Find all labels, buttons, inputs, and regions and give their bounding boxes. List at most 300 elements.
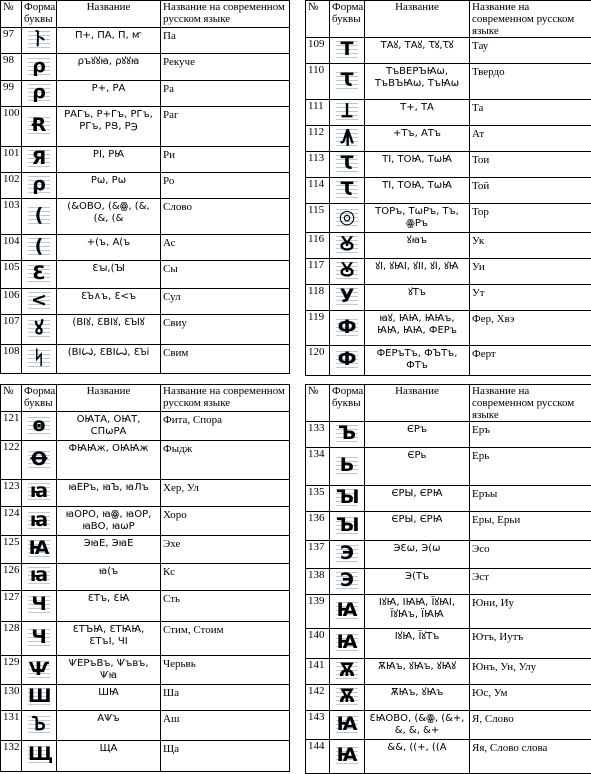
letter-form (22, 54, 57, 81)
letter-form (22, 173, 57, 199)
modern-name: Ри (161, 147, 290, 173)
letter-form (22, 656, 57, 685)
letter-form (330, 569, 365, 595)
row-number: 101 (1, 147, 22, 173)
modern-name: Черьвь (161, 656, 290, 685)
letter-glyph-icon (28, 173, 50, 195)
letter-name: ꙋІ, ꙋꙖІ, ꙋІІ, ꙋІ, ꙋꙖ (365, 259, 470, 285)
letter-glyph: Ѫ (336, 685, 358, 709)
letter-glyph-icon (28, 593, 50, 615)
table-row (1, 506, 290, 535)
row-number: 126 (1, 564, 22, 590)
table-row (306, 204, 591, 233)
row-number: 118 (306, 285, 330, 311)
letter-glyph-icon (336, 126, 358, 148)
row-number: 137 (306, 541, 330, 569)
letter-glyph-icon (336, 713, 358, 735)
header-modern: Название на современном русском языке (161, 1, 290, 28)
letter-glyph: Щ (28, 742, 50, 766)
letter-glyph: Ꚍ (336, 68, 358, 92)
letter-form (330, 64, 365, 100)
row-number: 117 (306, 259, 330, 285)
letter-name: ТІ, ТОꙖ, ТѡꙖ (365, 152, 470, 178)
table-row (1, 345, 290, 374)
letter-glyph: Ꙋ (336, 259, 358, 283)
letter-name: &&, ((+, ((А (365, 740, 470, 774)
table-row (1, 315, 290, 345)
row-number: 99 (1, 81, 22, 107)
row-number: 122 (1, 441, 22, 479)
modern-name: Фита, Спора (161, 412, 290, 441)
letter-name: ԐТъ, ԐꙖ (57, 590, 161, 621)
letter-glyph: Я (28, 147, 50, 171)
letter-glyph: Ꙗ (336, 598, 358, 622)
letter-name: ІꙋꙖ, ЇꙋТъ (365, 629, 470, 659)
table-row (1, 441, 290, 479)
table-row (306, 486, 591, 512)
letter-name: ꙋТъ (365, 285, 470, 311)
letter-glyph: ρ (28, 54, 50, 78)
table-row (1, 235, 290, 261)
table-row (306, 152, 591, 178)
letter-glyph-icon (336, 69, 358, 91)
letter-name: ЭꙗЕ, ЭꙗЕ (57, 536, 161, 564)
modern-name: Эст (470, 569, 591, 595)
letter-glyph-icon (28, 685, 50, 707)
row-number: 125 (1, 536, 22, 564)
letter-glyph: Ч (28, 625, 50, 649)
letter-glyph: Ԑ (28, 261, 50, 285)
table-row (306, 38, 591, 64)
row-number: 121 (1, 412, 22, 441)
table-bottom-right (305, 384, 591, 774)
header-num: № (306, 385, 330, 422)
letter-form (22, 479, 57, 506)
row-number: 102 (1, 173, 22, 199)
row-number: 141 (306, 659, 330, 685)
modern-name: Еръ (470, 422, 591, 448)
header-num: № (306, 1, 330, 38)
letter-form (330, 346, 365, 376)
table-row (1, 54, 290, 81)
letter-glyph-icon (28, 509, 50, 531)
row-number: 111 (306, 100, 330, 126)
row-number: 114 (306, 178, 330, 204)
letter-form (330, 512, 365, 541)
letter-name: РАГъ, Р+Гъ, РГъ, РГъ, РՑ, Р℈ (57, 107, 161, 147)
letter-name: ԐꙎ∧ъ, Ԑ<ъ (57, 289, 161, 315)
row-number: 110 (306, 64, 330, 100)
letter-glyph: Ꙗ (336, 712, 358, 736)
modern-name: Фер, Хвэ (470, 311, 591, 346)
letter-glyph-icon (336, 514, 358, 536)
header-form: Форма буквы (330, 1, 365, 38)
letter-form (330, 233, 365, 259)
letter-glyph: ꙗ (28, 479, 50, 503)
letter-form (22, 740, 57, 771)
letter-name: Т+, ТА (365, 100, 470, 126)
table-top-left (0, 0, 290, 374)
letter-name: РІ, РꙖ (57, 147, 161, 173)
row-number: 136 (306, 512, 330, 541)
header-row (306, 1, 591, 38)
letter-glyph-icon (336, 316, 358, 338)
table-row (1, 289, 290, 315)
modern-name: Свиу (161, 315, 290, 345)
table-bottom-left (0, 384, 290, 772)
table-row (306, 64, 591, 100)
table-row (1, 107, 290, 147)
letter-form (22, 261, 57, 289)
letter-glyph: ꙗ (28, 508, 50, 532)
row-number: 131 (1, 711, 22, 740)
letter-name: ԐꙖОВО, (&ꙮ, (&+, &, &, &+ (365, 711, 470, 740)
letter-name: ЄРЫ, ЄРꙖ (365, 512, 470, 541)
row-number: 98 (1, 54, 22, 81)
modern-name: Стим, Стоим (161, 621, 290, 655)
letter-glyph: Ь (336, 453, 358, 477)
letter-glyph-icon (336, 422, 358, 444)
modern-name: Ферт (470, 346, 591, 376)
letter-name: ЄРЫ, ЄРꙖ (365, 486, 470, 512)
table-row (306, 233, 591, 259)
letter-name: ТОРъ, ТѡРъ, Тъ, ꙮРъ (365, 204, 470, 233)
row-number: 129 (1, 656, 22, 685)
modern-name: Ра (161, 81, 290, 107)
header-num: № (1, 1, 22, 28)
table-top-right (305, 0, 591, 376)
letter-glyph: Ꙋ (336, 233, 358, 257)
letter-glyph-icon (28, 235, 50, 257)
letter-name: ІꙋꙖ, ІꙖꙖ, ЇꙋꙖІ, ЇꙋꙖъ, ЇꙖꙖ (365, 595, 470, 629)
table-row (306, 178, 591, 204)
letter-form (330, 259, 365, 285)
letter-glyph: Ꚍ (336, 152, 358, 176)
table-row (306, 422, 591, 448)
modern-name: Аш (161, 711, 290, 740)
letter-glyph: Э (336, 541, 358, 565)
modern-name: Я, Слово (470, 711, 591, 740)
row-number: 115 (306, 204, 330, 233)
header-form: Форма буквы (330, 385, 365, 422)
letter-glyph: ( (28, 235, 50, 259)
letter-glyph: ꙩ (28, 413, 50, 437)
modern-name: Ро (161, 173, 290, 199)
letter-glyph: Ш (28, 685, 50, 709)
letter-glyph: Ɍ (28, 113, 50, 137)
letter-name: ꙗ(ъ (57, 564, 161, 590)
modern-name: Па (161, 28, 290, 54)
letter-name: ꙗꙋ, ꙖꙖ, ꙖꙖъ, ꙖꙖ, ꙖꙖ, ФЕРъ (365, 311, 470, 346)
letter-glyph-icon (336, 206, 358, 228)
letter-name: ρъꙋꙋꙗ, ρꙋꙋꙗ (57, 54, 161, 81)
letter-glyph-icon (336, 38, 358, 60)
row-number: 105 (1, 261, 22, 289)
table-row (306, 629, 591, 659)
row-number: 128 (1, 621, 22, 655)
letter-name: Ԑꙑ,(Ꙑ (57, 261, 161, 289)
letter-form (330, 178, 365, 204)
header-name: Название (365, 385, 470, 422)
letter-glyph-icon (336, 152, 358, 174)
row-number: 124 (1, 506, 22, 535)
row-number: 116 (306, 233, 330, 259)
modern-name: Ща (161, 740, 290, 771)
row-number: 138 (306, 569, 330, 595)
letter-glyph: Ч (28, 592, 50, 616)
modern-name: Та (470, 100, 591, 126)
letter-name: ѪꙖъ, ꙋꙖъ, ꙋꙖꙋ (365, 659, 470, 685)
table-row (1, 28, 290, 54)
letter-form (22, 621, 57, 655)
letter-glyph: Ф (336, 315, 358, 339)
letter-name: ОꙖТА, ОꙖТ, СПѡРА (57, 412, 161, 441)
table-row (1, 479, 290, 506)
letter-name: ѪꙖъ, ꙋꙖъ (365, 685, 470, 711)
letter-name: ԐТЪꙖ, ԐТꙖꙖ, ԐТъІ, ЧІ (57, 621, 161, 655)
letter-form (330, 204, 365, 233)
letter-name: ШꙖ (57, 685, 161, 711)
letter-form (22, 711, 57, 740)
letter-form (330, 126, 365, 152)
table-row (306, 126, 591, 152)
row-number: 97 (1, 28, 22, 54)
letter-glyph: T (336, 38, 358, 62)
modern-name: Рекуче (161, 54, 290, 81)
modern-name: Кс (161, 564, 290, 590)
table-row (306, 512, 591, 541)
header-form: Форма буквы (22, 1, 57, 28)
letter-form (22, 685, 57, 711)
modern-name: Еры, Ерьи (470, 512, 591, 541)
letter-glyph-icon (28, 347, 50, 369)
letter-glyph-icon (336, 100, 358, 122)
letter-glyph: ( (28, 203, 50, 227)
letter-name: АѰъ (57, 711, 161, 740)
letter-glyph-icon (28, 262, 50, 284)
modern-name: Раг (161, 107, 290, 147)
letter-glyph: Ꙑ (336, 513, 358, 537)
letter-form (22, 28, 57, 54)
header-row (1, 1, 290, 28)
modern-name: Хоро (161, 506, 290, 535)
letter-form (22, 564, 57, 590)
modern-name: Сть (161, 590, 290, 621)
letter-form (22, 147, 57, 173)
letter-glyph-icon (28, 743, 50, 765)
letter-glyph: Ꝋ (28, 447, 50, 471)
table-row (1, 711, 290, 740)
modern-name: Ук (470, 233, 591, 259)
letter-glyph-icon (28, 204, 50, 226)
letter-glyph-icon (336, 285, 358, 307)
table-row (1, 621, 290, 655)
letter-glyph-icon (336, 178, 358, 200)
letter-form (330, 629, 365, 659)
modern-name: Свим (161, 345, 290, 374)
letter-glyph-icon (28, 564, 50, 586)
letter-glyph-icon (28, 414, 50, 436)
row-number: 120 (306, 346, 330, 376)
letter-name: Э(Тъ (365, 569, 470, 595)
letter-form (330, 152, 365, 178)
row-number: 103 (1, 199, 22, 235)
modern-name: Слово (161, 199, 290, 235)
letter-form (22, 412, 57, 441)
letter-form (22, 590, 57, 621)
letter-glyph-icon (336, 233, 358, 255)
modern-name: Ас (161, 235, 290, 261)
letter-name: ФꙖꙖж, ОꙖꙖж (57, 441, 161, 479)
letter-glyph-icon (336, 599, 358, 621)
letter-form (22, 345, 57, 374)
row-number: 139 (306, 595, 330, 629)
letter-glyph: Ꙏ (28, 712, 50, 736)
letter-glyph: У (336, 285, 358, 309)
letter-glyph-icon (28, 480, 50, 502)
letter-glyph-icon (336, 631, 358, 653)
row-number: 123 (1, 479, 22, 506)
letter-glyph-icon (28, 81, 50, 103)
table-row (1, 590, 290, 621)
modern-name: Ут (470, 285, 591, 311)
row-number: 133 (306, 422, 330, 448)
table-row (1, 412, 290, 441)
table-row (1, 564, 290, 590)
table-row (1, 656, 290, 685)
letter-glyph-icon (336, 744, 358, 766)
letter-glyph: Ꙟ (336, 126, 358, 150)
letter-glyph-icon (336, 685, 358, 707)
letter-form (22, 107, 57, 147)
modern-name: Тои (470, 152, 591, 178)
table-row (306, 259, 591, 285)
letter-glyph: ρ (28, 81, 50, 105)
header-row (1, 385, 290, 412)
letter-glyph: Ꙗ (28, 536, 50, 560)
letter-name: ТъВЕРЪꙖѡ, ТъВЪꙖѡ, ТъꙖѡ (365, 64, 470, 100)
letter-name: (ВІꙋ, ԐВІꙋ, ԐꙎІꙋ (57, 315, 161, 345)
modern-name: Твердо (470, 64, 591, 100)
table-row (306, 100, 591, 126)
letter-form (330, 659, 365, 685)
table-row (306, 285, 591, 311)
letter-glyph-icon (28, 114, 50, 136)
modern-name: Юни, Иу (470, 595, 591, 629)
row-number: 113 (306, 152, 330, 178)
letter-form (330, 685, 365, 711)
letter-form (330, 311, 365, 346)
letter-form (330, 285, 365, 311)
header-modern: Название на современном русском языке (470, 385, 591, 422)
letter-form (330, 541, 365, 569)
letter-glyph-icon (28, 448, 50, 470)
letter-glyph: ꙋ (28, 316, 50, 340)
letter-glyph: ρ (28, 173, 50, 197)
letter-glyph: < (28, 289, 50, 313)
row-number: 108 (1, 345, 22, 374)
modern-name: Сы (161, 261, 290, 289)
table-row (306, 595, 591, 629)
letter-form (22, 536, 57, 564)
header-form: Форма буквы (22, 385, 57, 412)
letter-name: (ВІꙌ, ԐВІꙌ, ԐꙎі (57, 345, 161, 374)
letter-name: ꙗЕРъ, ꙗЪ, ꙗЛъ (57, 479, 161, 506)
table-row (306, 569, 591, 595)
letter-glyph: ᛋ (28, 346, 50, 370)
table-row (306, 711, 591, 740)
table-row (1, 261, 290, 289)
header-name: Название (365, 1, 470, 38)
letter-glyph: Ѫ (336, 659, 358, 683)
letter-form (22, 315, 57, 345)
table-row (306, 740, 591, 774)
modern-name: Юнъ, Ун, Улу (470, 659, 591, 685)
letter-name: ꙋꙗъ (365, 233, 470, 259)
row-number: 112 (306, 126, 330, 152)
letter-form (330, 38, 365, 64)
letter-form (330, 740, 365, 774)
modern-name: Ша (161, 685, 290, 711)
letter-glyph-icon (336, 569, 358, 591)
letter-glyph: Ф (336, 347, 358, 371)
letter-glyph-icon (28, 537, 50, 559)
row-number: 132 (1, 740, 22, 771)
modern-name: Той (470, 178, 591, 204)
letter-glyph: ◎ (336, 205, 358, 229)
header-num: № (1, 385, 22, 412)
header-name: Название (57, 385, 161, 412)
header-row (306, 385, 591, 422)
letter-glyph-icon (336, 348, 358, 370)
letter-name: ЄРъ (365, 422, 470, 448)
table-row (1, 173, 290, 199)
letter-form (22, 506, 57, 535)
letter-name: (&ОВО, (&ꙮ, (&, (&, (& (57, 199, 161, 235)
modern-name: Юс, Ум (470, 685, 591, 711)
letter-name: Рѡ, Рѡ (57, 173, 161, 199)
row-number: 107 (1, 315, 22, 345)
row-number: 109 (306, 38, 330, 64)
letter-name: +(ъ, А(ъ (57, 235, 161, 261)
row-number: 100 (1, 107, 22, 147)
modern-name: Тау (470, 38, 591, 64)
table-row (306, 659, 591, 685)
modern-name: Сул (161, 289, 290, 315)
letter-form (330, 448, 365, 486)
letter-glyph-icon (28, 713, 50, 735)
row-number: 134 (306, 448, 330, 486)
letter-glyph: Ѱ (28, 657, 50, 681)
letter-glyph-icon (28, 55, 50, 77)
letter-form (22, 199, 57, 235)
letter-glyph: Ꚍ (336, 178, 358, 202)
table-row (306, 685, 591, 711)
table-row (1, 199, 290, 235)
modern-name: Эхе (161, 536, 290, 564)
modern-name: Фыдж (161, 441, 290, 479)
letter-glyph-icon (336, 659, 358, 681)
letter-glyph-icon (28, 626, 50, 648)
letter-glyph: Ꙑ (336, 486, 358, 510)
letter-name: ТАꙋ, ТАꙋ, Ꚍꙋ,Ꚍꙋ (365, 38, 470, 64)
letter-glyph: Э (336, 569, 358, 593)
letter-form (330, 711, 365, 740)
letter-glyph: Ъ (336, 422, 358, 446)
row-number: 130 (1, 685, 22, 711)
letter-glyph: ト (28, 28, 50, 52)
modern-name: Хер, Ул (161, 479, 290, 506)
